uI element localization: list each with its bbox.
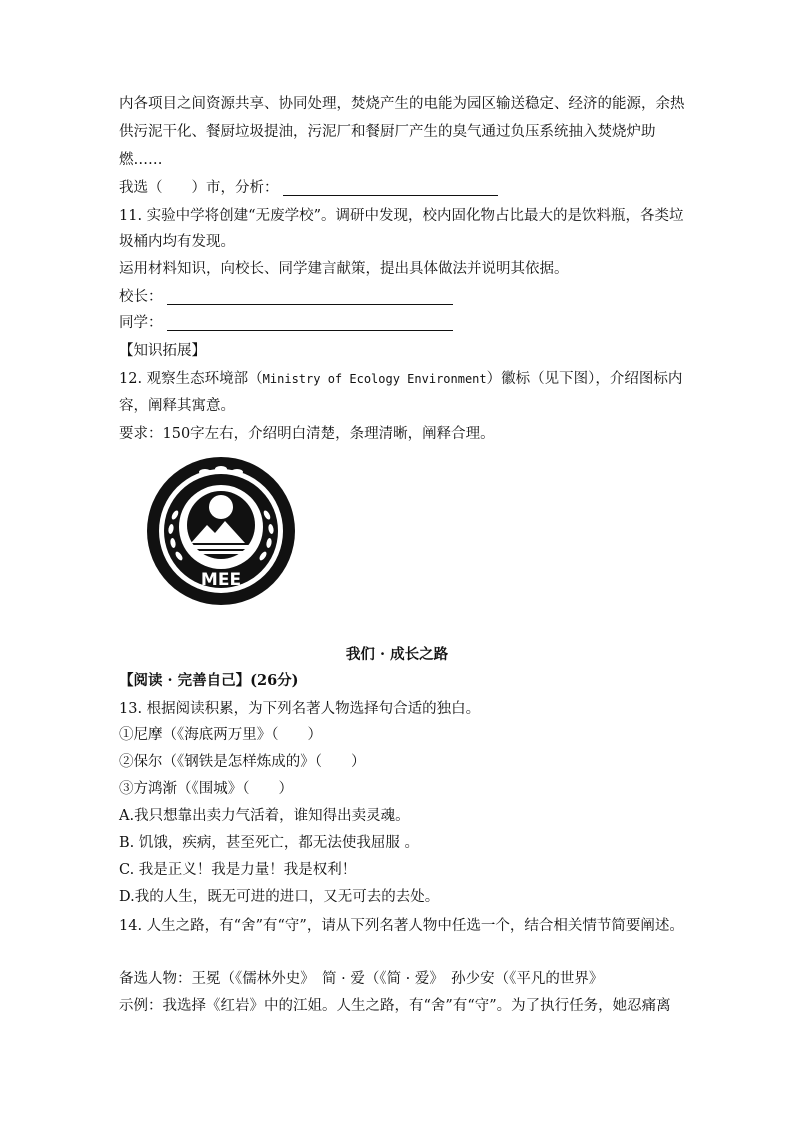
question-14-text: 14. 人生之路，有“舍”有“守”，请从下列名著人物中任选一个，结合相关情节简要阐述。 [119, 918, 684, 934]
classmates-label: 同学： [119, 315, 163, 331]
principal-label: 校长： [119, 289, 163, 305]
text-line: 运用材料知识，向校长、同学建言献策，提出具体做法并说明其依据。 [119, 261, 569, 277]
candidate-list: 备选人物：王冕（《儒林外史》 简 · 爱（《简 · 爱》 孙少安（《平凡的世界》 [119, 971, 604, 987]
option-c: C. 我是正义！我是力量！我是权利！ [119, 862, 357, 878]
q12-suffix: ）徽标（见下图），介绍图标内 [486, 371, 683, 387]
text-line: 供污泥干化、餐厨垃圾提油，污泥厂和餐厨厂产生的臭气通过负压系统抽入焚烧炉助 [119, 124, 656, 140]
mee-emblem-icon [145, 455, 297, 607]
list-item: ②保尔（《钢铁是怎样炼成的》（ ） [119, 754, 366, 770]
classmates-answer [119, 313, 453, 333]
text-line: 内各项目之间资源共享、协同处理，焚烧产生的电能为园区输送稳定、经济的能源，余热 [119, 96, 685, 112]
list-item: ③方鸿渐（《围城》（ ） [119, 781, 293, 797]
answer-label: 我选（ ）市，分析： [119, 180, 279, 196]
answer-blank[interactable] [283, 180, 498, 196]
example-text: 示例：我选择《红岩》中的江姐。人生之路，有“舍”有“守”。为了执行任务，她忍痛离 [119, 998, 671, 1014]
option-a: A.我只想靠出卖力气活着，谁知得出卖灵魂。 [119, 808, 410, 824]
option-b: B. 饥饿，疾病，甚至死亡，都无法使我屈服 。 [119, 835, 419, 851]
question-13-text: 13. 根据阅读积累，为下列名著人物选择句合适的独白。 [119, 701, 481, 717]
unit-title: 我们 · 成长之路 [345, 646, 449, 663]
option-d: D.我的人生，既无可进的进口，又无可去的去处。 [119, 889, 440, 905]
question-11-text: 11. 实验中学将创建“无废学校”。调研中发现，校内固化物占比最大的是饮料瓶，各类垃 [119, 208, 684, 224]
emblem-letters: MEE [200, 570, 242, 590]
text-line: 容，阐释其寓意。 [119, 398, 235, 414]
text-line: 要求：150字左右，介绍明白清楚，条理清晰，阐释合理。 [119, 426, 495, 442]
text-line: 燃…… [119, 152, 163, 168]
section-heading: 【阅读 · 完善自己】(26分) [119, 672, 299, 689]
q12-prefix: 12. 观察生态环境部（ [119, 371, 263, 387]
text-line: 圾桶内均有发现。 [119, 234, 235, 250]
question-12-text [119, 369, 682, 389]
classmates-blank[interactable] [167, 315, 453, 331]
ministry-english-name: Ministry of Ecology Environment [262, 372, 487, 386]
principal-blank[interactable] [167, 289, 453, 305]
principal-answer [119, 287, 453, 307]
question-10-answer [119, 178, 498, 198]
list-item: ①尼摩（《海底两万里》（ ） [119, 727, 322, 743]
section-heading: 【知识拓展】 [119, 343, 206, 359]
